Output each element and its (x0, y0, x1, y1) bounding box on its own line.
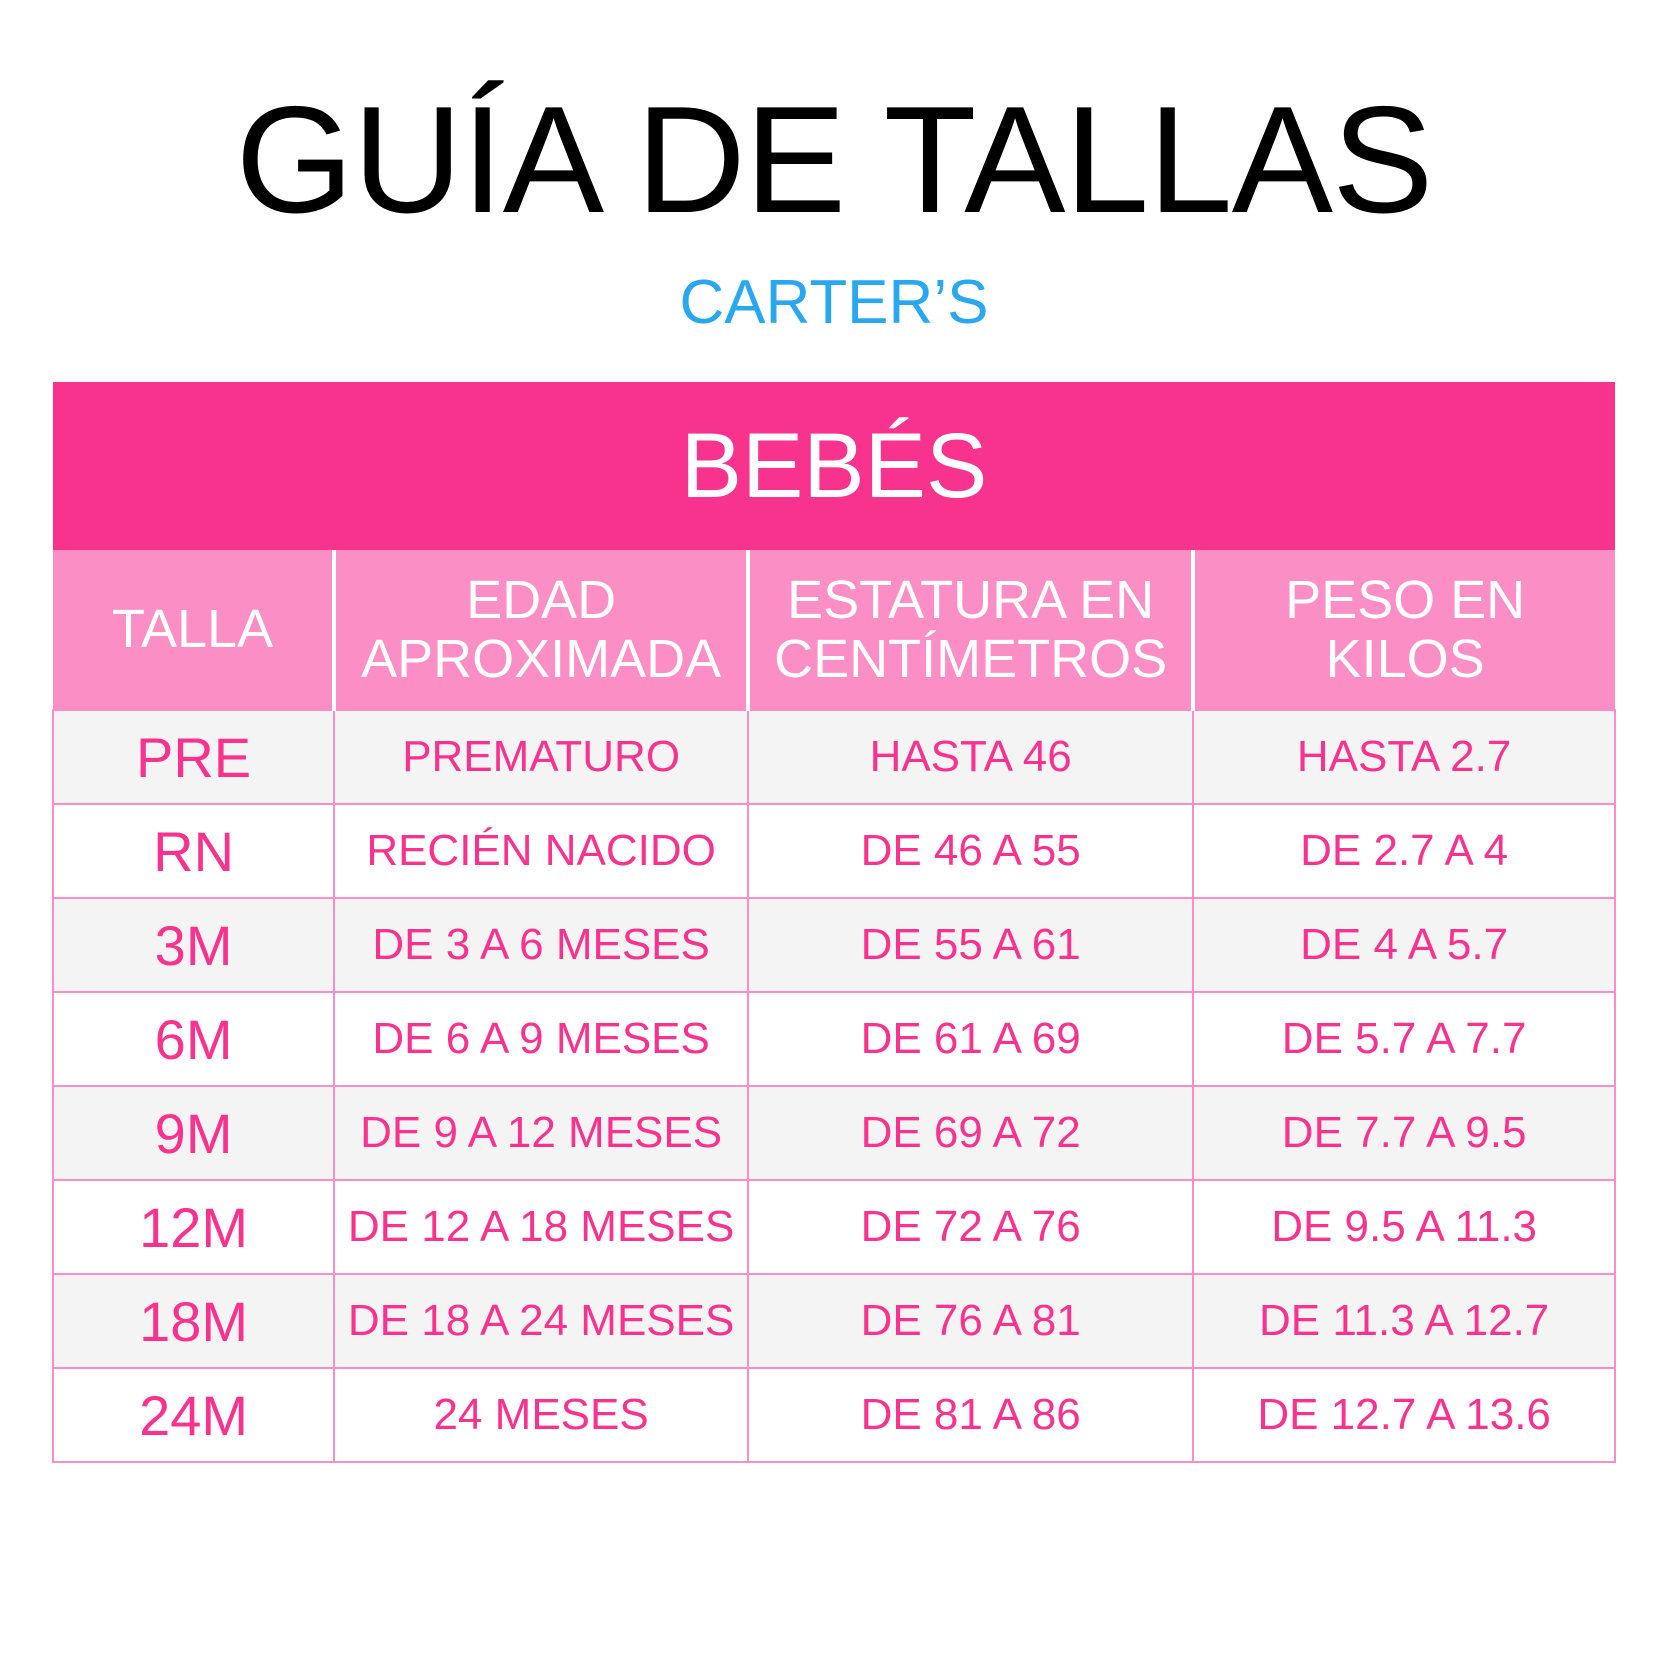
cell-size: 12M (53, 1180, 334, 1274)
cell-age: 24 MESES (334, 1368, 748, 1462)
cell-height: DE 61 A 69 (748, 992, 1193, 1086)
column-header-size: TALLA (53, 550, 334, 710)
table-head (53, 382, 1615, 710)
cell-height: HASTA 46 (748, 710, 1193, 804)
cell-age: PREMATURO (334, 710, 748, 804)
cell-height: DE 72 A 76 (748, 1180, 1193, 1274)
table-row (53, 1368, 1615, 1462)
cell-weight: DE 5.7 A 7.7 (1193, 992, 1615, 1086)
banner-row (53, 382, 1615, 550)
cell-weight: DE 4 A 5.7 (1193, 898, 1615, 992)
cell-size: 6M (53, 992, 334, 1086)
cell-weight: HASTA 2.7 (1193, 710, 1615, 804)
table-row (53, 1180, 1615, 1274)
column-header-age: EDAD APROXIMADA (334, 550, 748, 710)
table-row (53, 804, 1615, 898)
cell-height: DE 55 A 61 (748, 898, 1193, 992)
table-row (53, 992, 1615, 1086)
table-row (53, 898, 1615, 992)
cell-size: PRE (53, 710, 334, 804)
cell-age: DE 3 A 6 MESES (334, 898, 748, 992)
table-body (53, 710, 1615, 1462)
cell-size: 3M (53, 898, 334, 992)
table-row (53, 1274, 1615, 1368)
cell-weight: DE 7.7 A 9.5 (1193, 1086, 1615, 1180)
cell-size: 24M (53, 1368, 334, 1462)
cell-age: DE 6 A 9 MESES (334, 992, 748, 1086)
cell-weight: DE 9.5 A 11.3 (1193, 1180, 1615, 1274)
cell-weight: DE 12.7 A 13.6 (1193, 1368, 1615, 1462)
size-table-container (52, 382, 1616, 1463)
cell-height: DE 81 A 86 (748, 1368, 1193, 1462)
cell-weight: DE 2.7 A 4 (1193, 804, 1615, 898)
table-row (53, 1086, 1615, 1180)
cell-age: DE 12 A 18 MESES (334, 1180, 748, 1274)
table-row (53, 710, 1615, 804)
page-title: GUÍA DE TALLAS (235, 75, 1433, 245)
cell-height: DE 69 A 72 (748, 1086, 1193, 1180)
cell-age: DE 18 A 24 MESES (334, 1274, 748, 1368)
cell-size: 18M (53, 1274, 334, 1368)
column-header-height: ESTATURA EN CENTÍMETROS (748, 550, 1193, 710)
cell-size: RN (53, 804, 334, 898)
cell-height: DE 76 A 81 (748, 1274, 1193, 1368)
cell-age: DE 9 A 12 MESES (334, 1086, 748, 1180)
column-header-weight: PESO EN KILOS (1193, 550, 1615, 710)
size-table (52, 382, 1616, 1463)
brand-name: CARTER’S (679, 268, 989, 337)
cell-weight: DE 11.3 A 12.7 (1193, 1274, 1615, 1368)
cell-size: 9M (53, 1086, 334, 1180)
category-banner: BEBÉS (53, 382, 1615, 550)
column-header-row (53, 550, 1615, 710)
cell-age: RECIÉN NACIDO (334, 804, 748, 898)
cell-height: DE 46 A 55 (748, 804, 1193, 898)
